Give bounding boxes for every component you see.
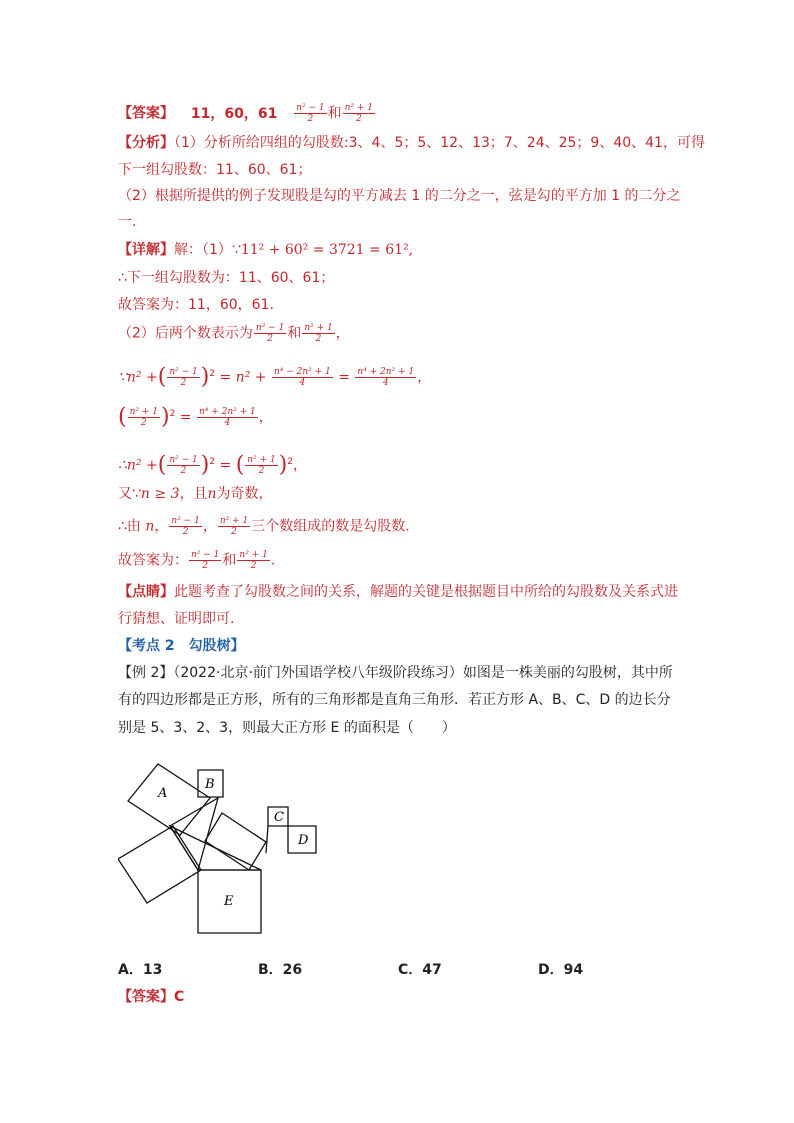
analysis-line-1: 【分析】（1）分析所给四组的勾股数:3、4、5；5、12、13；7、24、25；9、40、41，可得 <box>118 135 705 151</box>
answer-line <box>118 103 376 124</box>
example-tag: 【例 2】 <box>118 665 174 681</box>
comment-line-2: 行猜想、证明即可. <box>118 611 235 627</box>
answer-fraction-1: $\frac{\text{n² − 1}}{2}$ <box>296 103 325 124</box>
detail-line-6: ( $\frac{\text{n² + 1}}{2}$ )$^2$ = $\frac{\text{n⁴ + 2n² + 1}}{4}$ ， <box>118 404 273 430</box>
option-b[interactable]: B．26 <box>258 962 303 978</box>
example-line-2: 有的四边形都是正方形，所有的三角形都是直角三角形．若正方形 A、B、C、D 的边长分 <box>118 692 671 708</box>
answer-conj: 和 <box>327 105 342 122</box>
square-left-upper <box>118 826 201 903</box>
option-a[interactable]: A．13 <box>118 962 163 978</box>
label-d: D <box>298 833 309 848</box>
example-line-3: 别是 5、3、2、3，则最大正方形 E 的面积是（ ） <box>118 720 456 736</box>
option-c[interactable]: C．47 <box>398 962 442 978</box>
square-right-upper <box>205 813 266 870</box>
option-d[interactable]: D．94 <box>538 962 584 978</box>
detail-line-8: 又∵n ≥ 3，且n为奇数， <box>118 486 273 502</box>
answer-values: 11，60，61 <box>190 105 278 122</box>
label-e: E <box>224 894 234 909</box>
detail-line-4: （2）后两个数表示为 $\frac{\text{n² − 1}}{2}$ 和 $\frac{\text{n² + 1}}{2}$ ， <box>118 323 350 344</box>
answer2-line <box>118 987 184 1007</box>
detail-tag: 【详解】 <box>118 242 174 258</box>
label-a: A <box>158 786 168 801</box>
answer-tag: 【答案】 <box>118 105 174 122</box>
detail-line-1: 【详解】解：（1）∵11² + 60² = 3721 = 61², <box>118 242 414 258</box>
example-source: （2022·北京·前门外国语学校八年级阶段练习） <box>173 665 463 681</box>
detail-line-10: 故答案为： $\frac{\text{n² − 1}}{2}$ 和 $\frac{\text{n² + 1}}{2}$ . <box>118 550 276 571</box>
pythagoras-tree-figure <box>118 755 328 935</box>
detail-line-3: 故答案为：11，60，61. <box>118 297 274 313</box>
label-b: B <box>205 777 215 792</box>
detail-line-2: ∴下一组勾股数为：11、60、61； <box>118 270 335 286</box>
analysis-line-4: 一. <box>118 214 137 230</box>
example-line-1: 【例 2】（2022·北京·前门外国语学校八年级阶段练习）如图是一株美丽的勾股树，其中所 <box>118 665 673 681</box>
analysis-tag: 【分析】 <box>118 135 174 151</box>
label-c: C <box>274 810 284 825</box>
answer2-value: C <box>174 989 185 1005</box>
detail-line-7: ∴n² +( $\frac{\text{n² − 1}}{2}$ )$^2$ = ( $\frac{\text{n² + 1}}{2}$ )$^2$， <box>118 452 308 478</box>
answer-fraction-2: $\frac{\text{n² + 1}}{2}$ <box>344 103 374 124</box>
analysis-line-3: （2）根据所提供的例子发现股是勾的平方减去 1 的二分之一，弦是勾的平方加 1 的二分之 <box>118 188 681 204</box>
comment-tag: 【点睛】 <box>118 584 174 600</box>
detail-line-9: ∴由 n， $\frac{\text{n² − 1}}{2}$ ， $\frac{\text{n² + 1}}{2}$ 三个数组成的数是勾股数. <box>118 516 410 537</box>
analysis-line-2: 下一组勾股数：11、60、61； <box>118 162 312 178</box>
section-heading: 【考点 2 勾股树】 <box>118 638 245 654</box>
detail-line-5: ∵n² +( $\frac{\text{n² − 1}}{2}$ )$^2$ = n² + $\frac{\text{n⁴ − 2n² + 1}}{4}$ = $\frac{\text{n⁴ + 2n² + 1}}{4}$ ， <box>118 364 432 390</box>
answer2-tag: 【答案】 <box>118 989 174 1005</box>
connector-line <box>266 826 268 853</box>
comment-line-1: 【点睛】此题考查了勾股数之间的关系，解题的关键是根据题目中所给的勾股数及关系式进 <box>118 584 678 600</box>
